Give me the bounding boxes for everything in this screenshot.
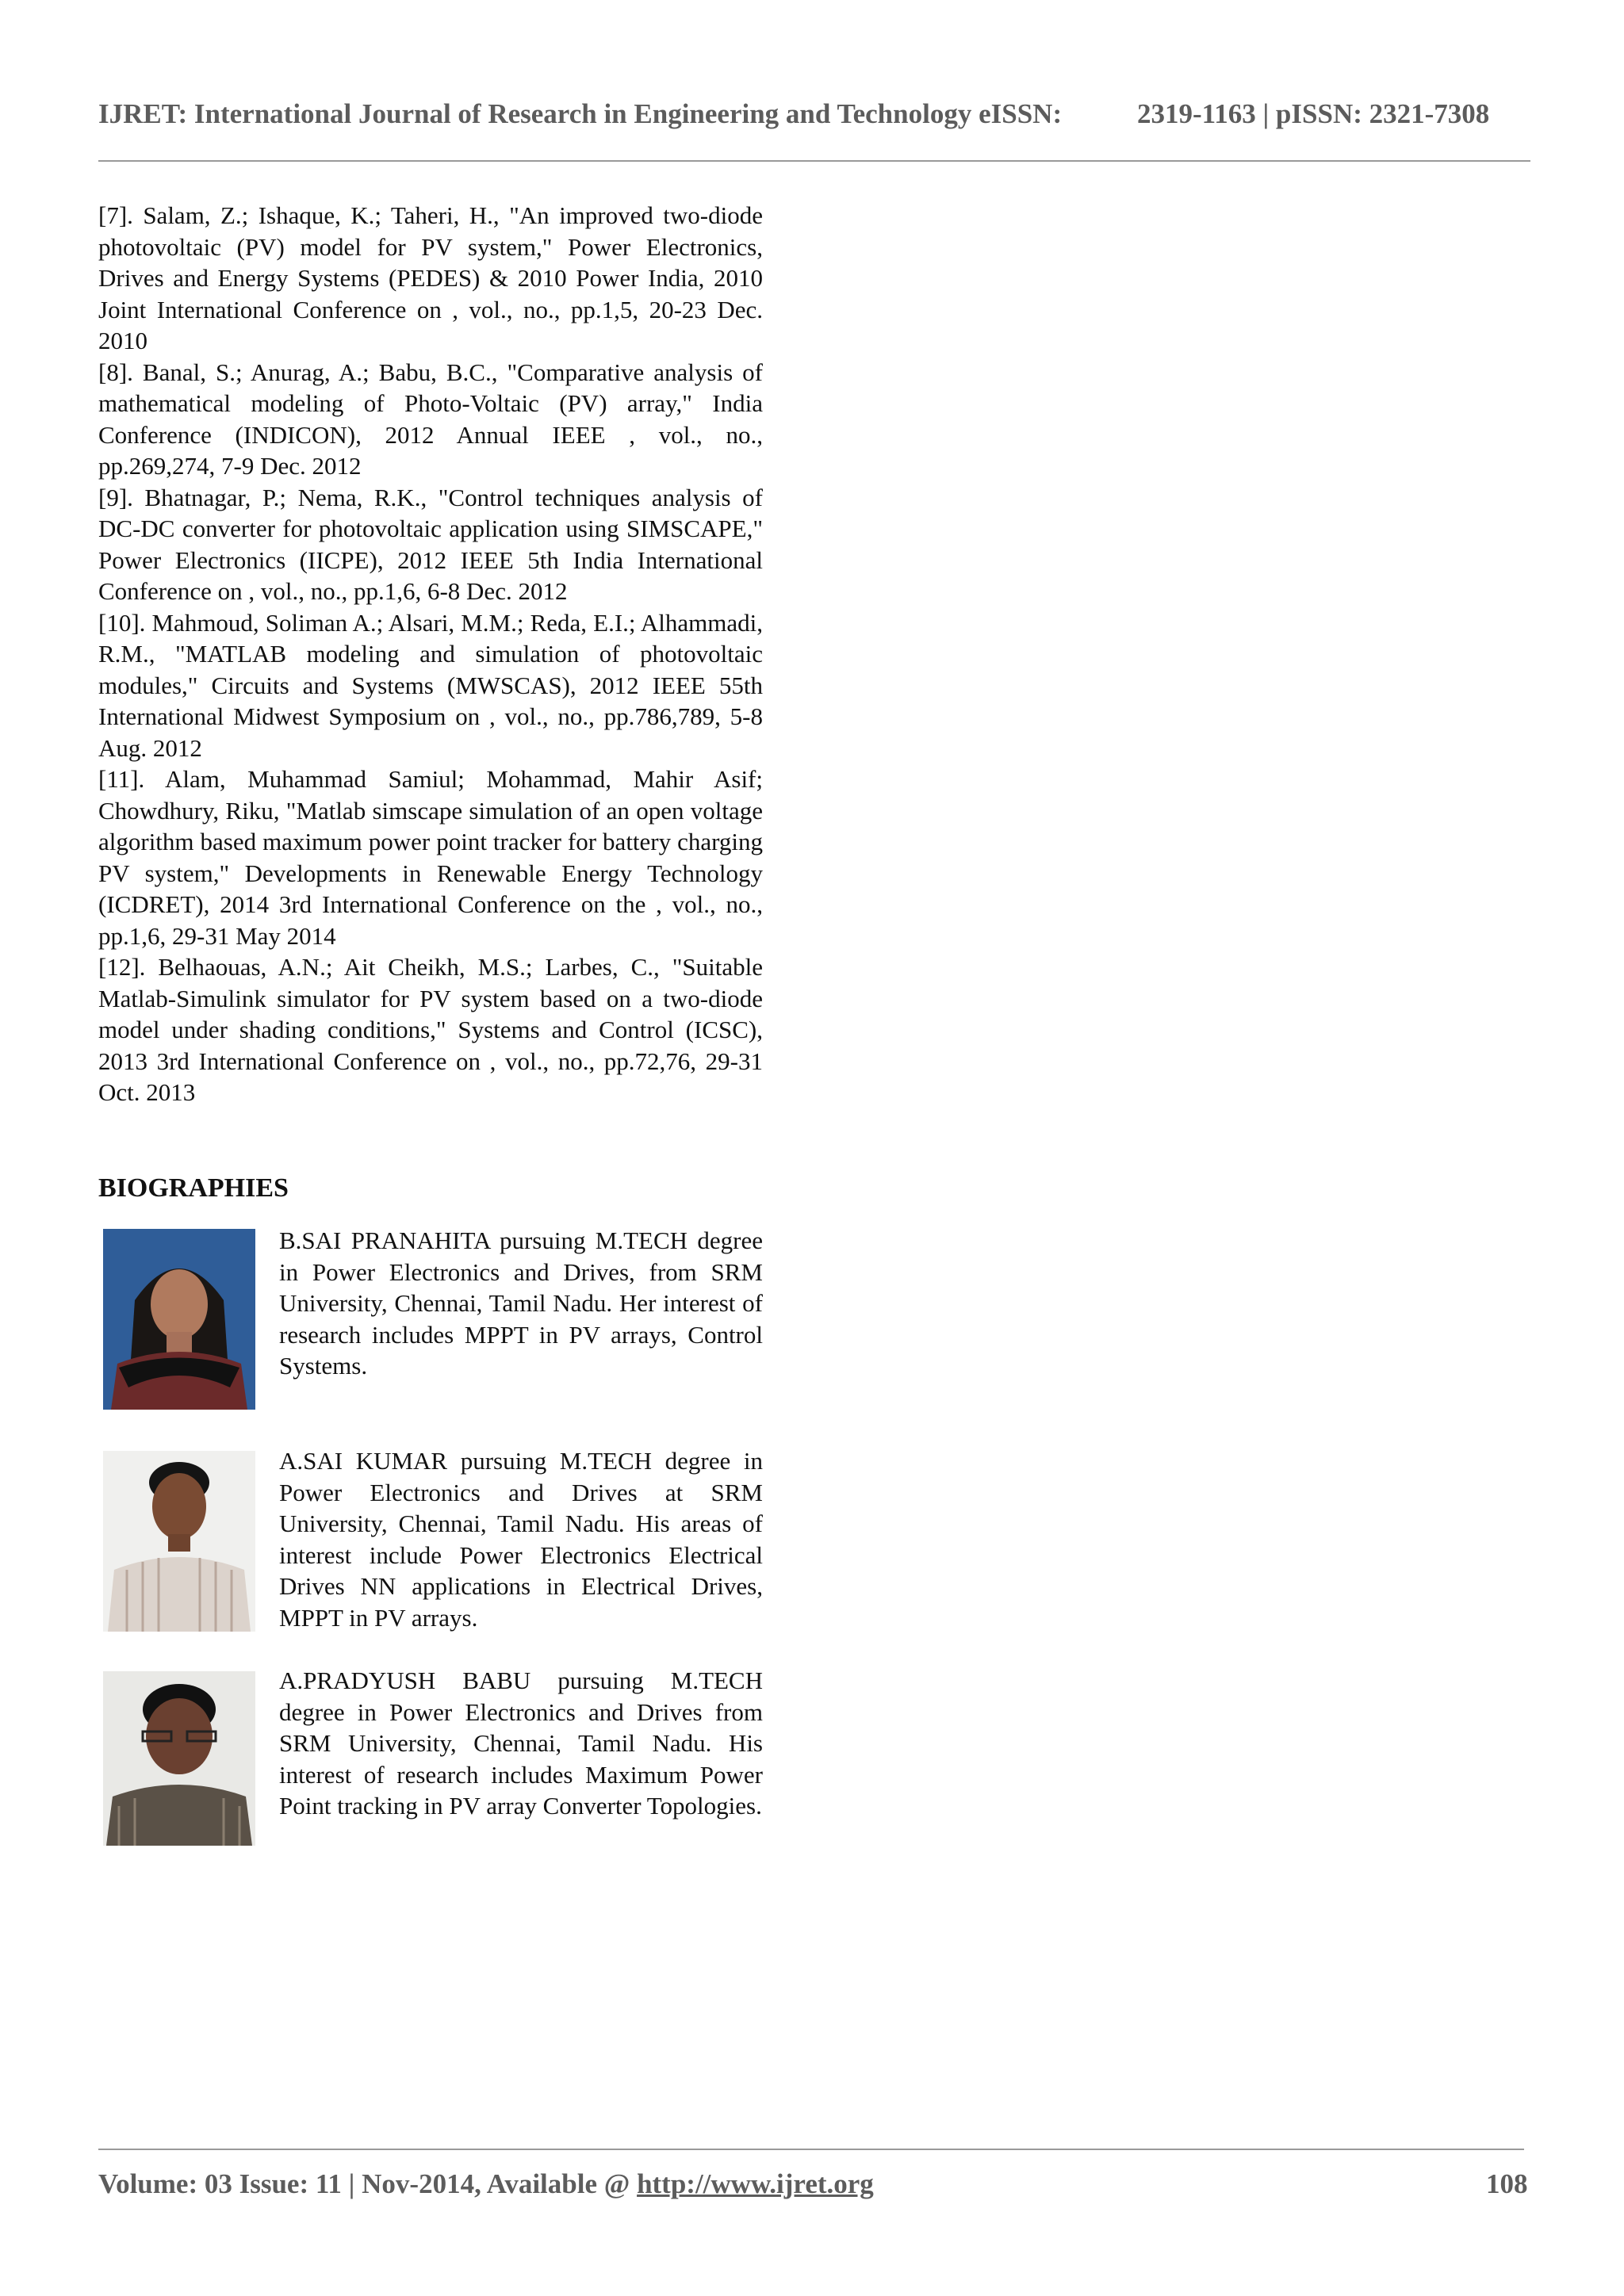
reference-11: [11]. Alam, Muhammad Samiul; Mohammad, Mahir Asif; Chowdhury, Riku, "Matlab simscape simulation of an open voltage algorithm based maximum power point tracker for battery charging PV system," Developments in Renewable Energy Technology (ICDRET), 2014 3rd International Conference on the , vol., no., pp.1,6, 29-31 May 2014	[98, 765, 763, 950]
references-list	[98, 200, 763, 1108]
bio-text-3: A.PRADYUSH BABU pursuing M.TECH degree in Power Electronics and Drives from SRM University, Chennai, Tamil Nadu. His interest of research includes Maximum Power Point tracking in PV array Converter Topologies.	[279, 1667, 763, 1820]
running-footer	[98, 2168, 1526, 2200]
footer-rule	[98, 2149, 1524, 2150]
footer-volume: Volume: 03 Issue: 11 | Nov-2014, Available @	[98, 2168, 638, 2199]
header-rule	[98, 160, 1530, 162]
author-photo-3	[103, 1671, 255, 1846]
bio-text-1: B.SAI PRANAHITA pursuing M.TECH degree in Power Electronics and Drives, from SRM University, Chennai, Tamil Nadu. Her interest of research includes MPPT in PV arrays, Control Systems.	[279, 1226, 763, 1380]
reference-12: [12]. Belhaouas, A.N.; Ait Cheikh, M.S.; Larbes, C., "Suitable Matlab-Simulink simulator for PV system based on a two-diode model under shading conditions," Systems and Control (ICSC), 2013 3rd International Conference on , vol., no., pp.72,76, 29-31 Oct. 2013	[98, 953, 763, 1106]
reference-7: [7]. Salam, Z.; Ishaque, K.; Taheri, H., "An improved two-diode photovoltaic (PV) model for PV system," Power Electronics, Drives and Energy Systems (PEDES) & 2010 Power India, 2010 Joint International Conference on , vol., no., pp.1,5, 20-23 Dec. 2010	[98, 201, 763, 354]
reference-9: [9]. Bhatnagar, P.; Nema, R.K., "Control techniques analysis of DC-DC converter for photovoltaic application using SIMSCAPE," Power Electronics (IICPE), 2012 IEEE 5th India International Conference on , vol., no., pp.1,6, 6-8 Dec. 2012	[98, 483, 763, 605]
page-number: 108	[1486, 2168, 1528, 2199]
journal-link[interactable]: http://www.ijret.org	[637, 2168, 874, 2199]
author-photo-1	[103, 1229, 255, 1410]
running-header	[98, 98, 1502, 130]
journal-title: IJRET: International Journal of Research in Engineering and Technology eISSN:	[98, 98, 1063, 129]
author-photo-2	[103, 1451, 255, 1632]
biographies-heading: BIOGRAPHIES	[98, 1173, 289, 1203]
reference-8: [8]. Banal, S.; Anurag, A.; Babu, B.C., "Comparative analysis of mathematical modeling of Photo-Voltaic (PV) array," India Conference (INDICON), 2012 Annual IEEE , vol., no., pp.269,274, 7-9 Dec. 2012	[98, 358, 763, 480]
reference-10: [10]. Mahmoud, Soliman A.; Alsari, M.M.; Reda, E.I.; Alhammadi, R.M., "MATLAB modeling and simulation of photovoltaic modules," Circuits and Systems (MWSCAS), 2012 IEEE 55th International Midwest Symposium on , vol., no., pp.786,789, 5-8 Aug. 2012	[98, 608, 763, 762]
bio-text-2: A.SAI KUMAR pursuing M.TECH degree in Power Electronics and Drives at SRM University, Chennai, Tamil Nadu. His areas of interest include Power Electronics Electrical Drives NN applications in Electrical Drives, MPPT in PV arrays.	[279, 1447, 763, 1632]
issn-info: 2319-1163 | pISSN: 2321-7308	[1137, 98, 1490, 129]
